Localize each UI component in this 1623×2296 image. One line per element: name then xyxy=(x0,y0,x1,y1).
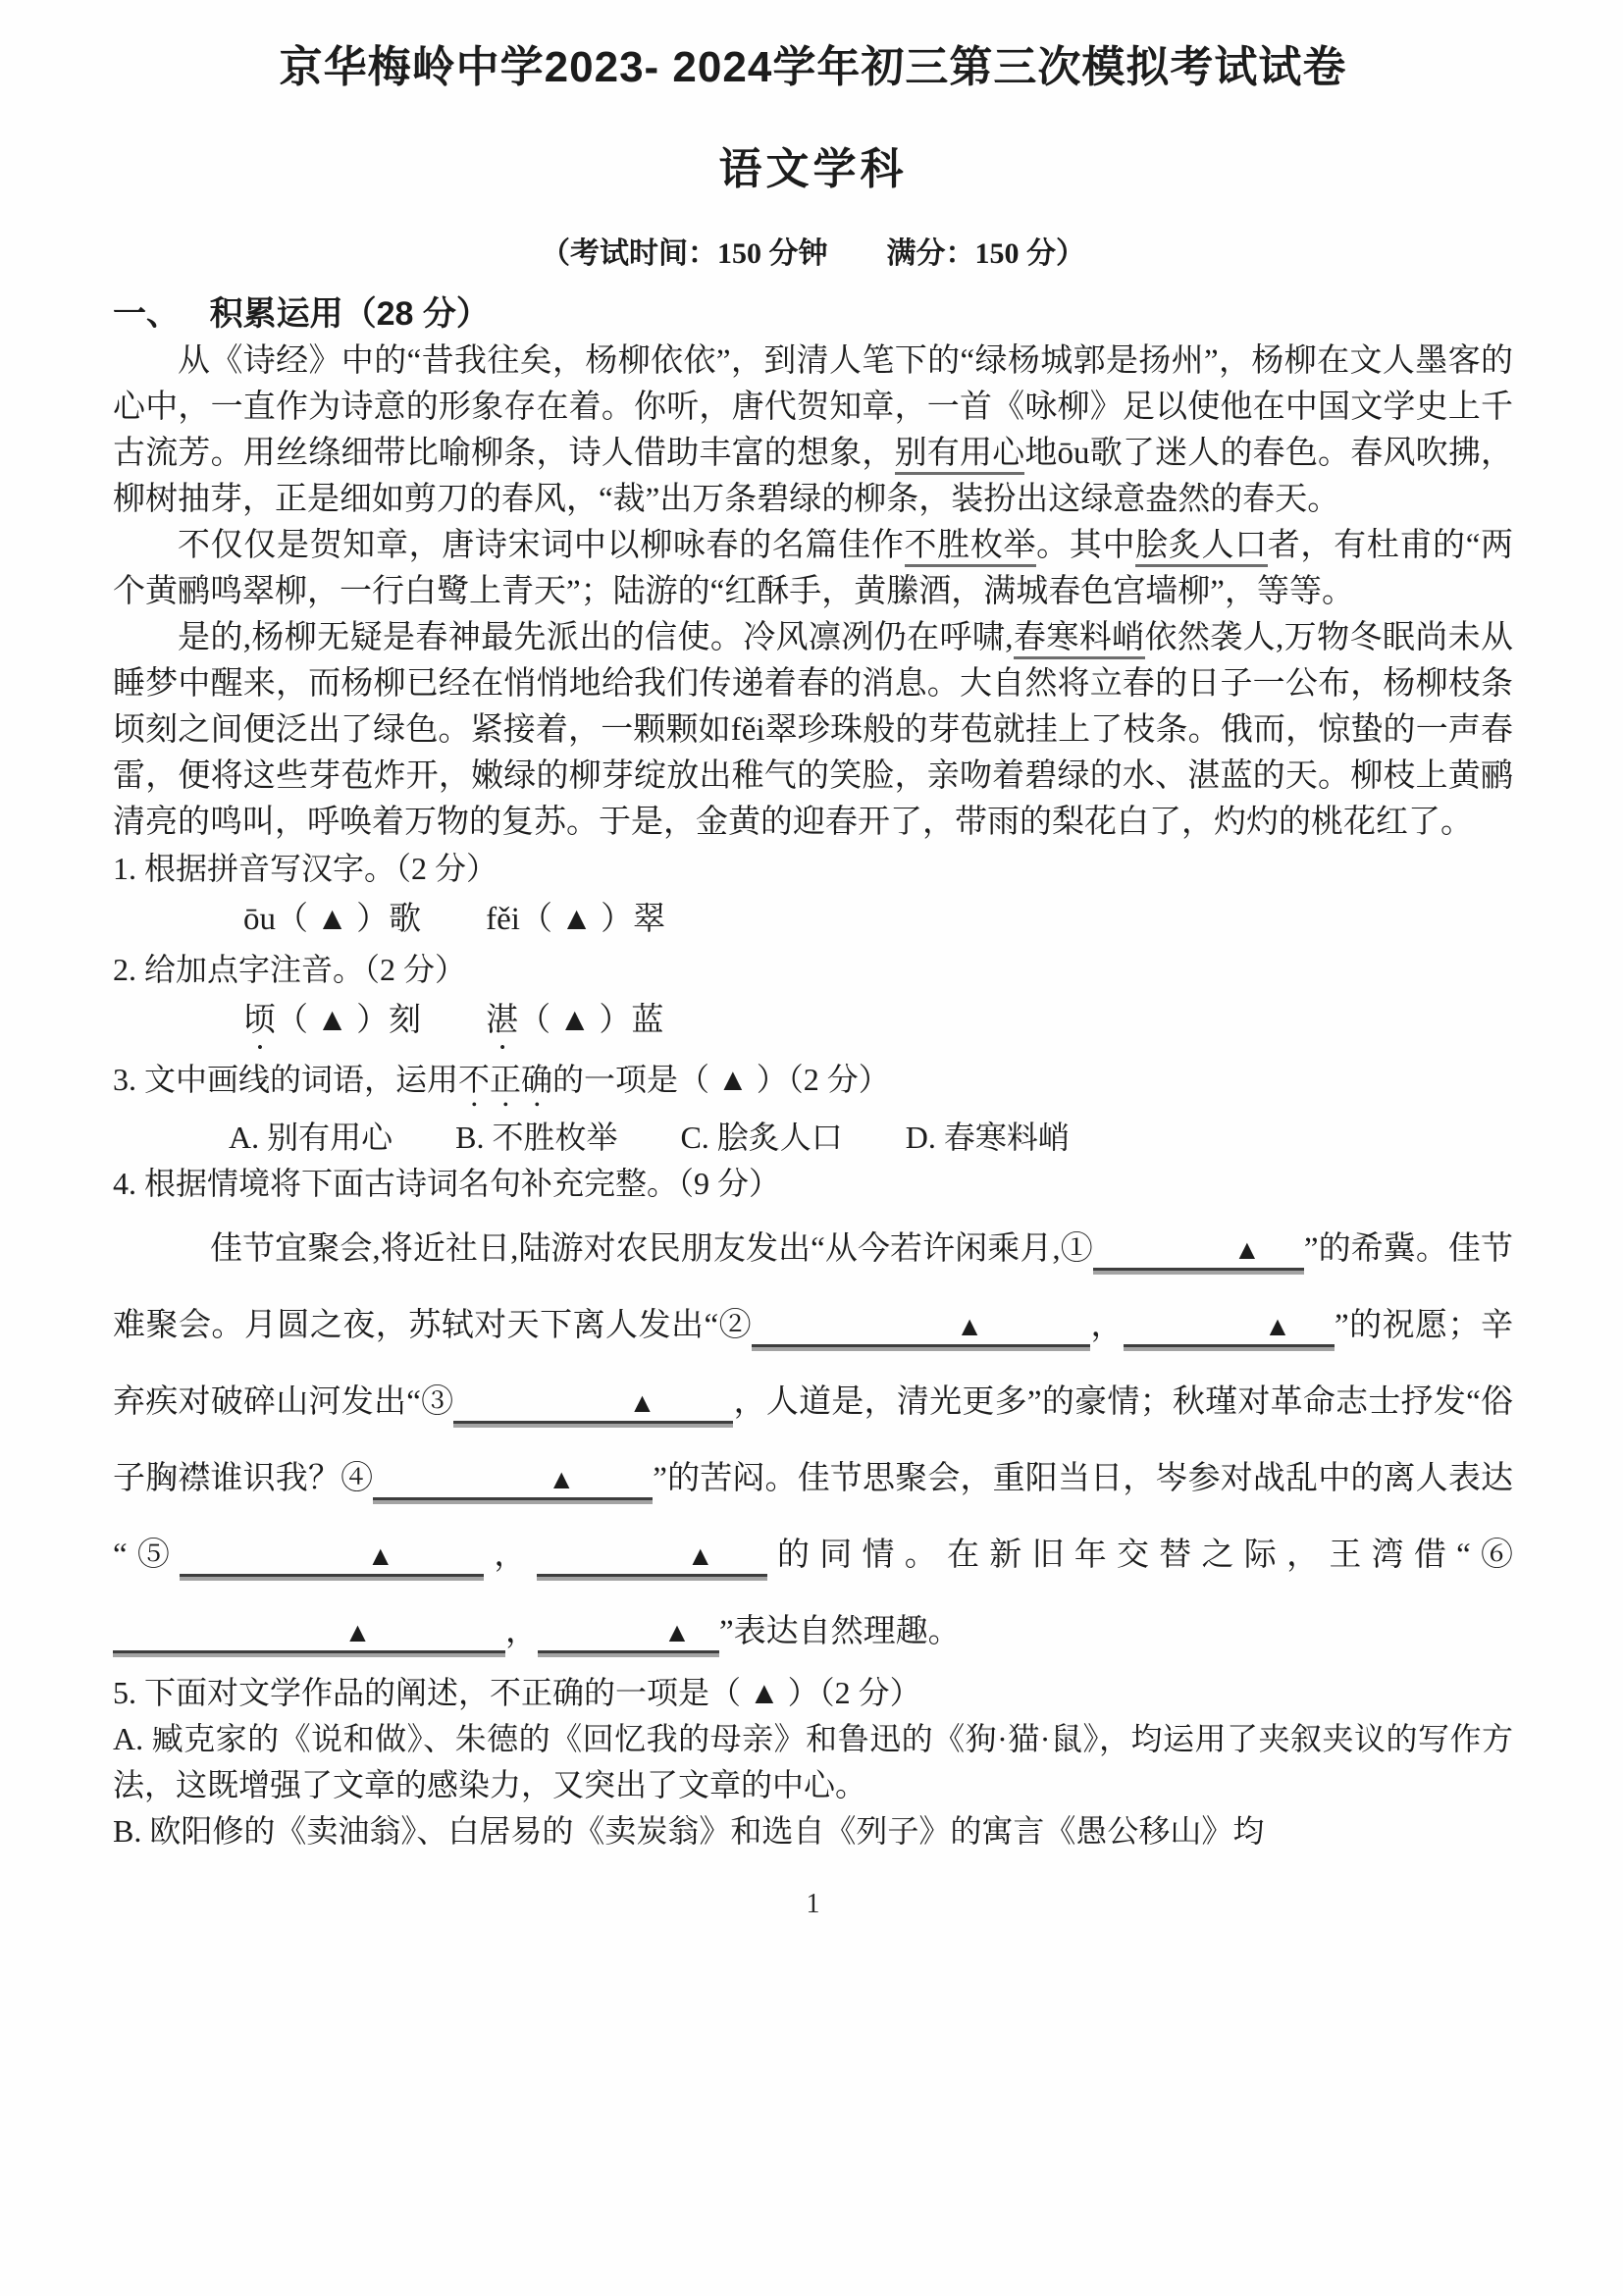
answer-blank[interactable]: ▲ xyxy=(538,1619,719,1653)
answer-blank[interactable]: ▲ xyxy=(453,1389,733,1424)
passage-paragraph-1 xyxy=(113,339,1513,523)
text-segment: 地ōu歌了迷人的春色。春风吹拂，柳树抽芽，正是细如剪刀的春风，“裁”出万条碧绿的柳条，装扮出这绿意盎然的春天。 xyxy=(113,436,1514,517)
text-segment: 者，有杜甫的“两个黄鹂鸣翠柳，一行白鹭上青天”；陆游的“红酥手，黄縢酒，满城春色宫墙柳”，等等。 xyxy=(113,528,1514,609)
page-number: 1 xyxy=(806,1889,820,1919)
exam-info: （考试时间：150 分钟 满分：150 分） xyxy=(541,237,1085,270)
passage xyxy=(113,339,1513,846)
underlined-term: 春寒料峭 xyxy=(1014,620,1145,659)
question-4 xyxy=(113,1161,1513,1670)
text-segment: ”的苦闷。佳节思聚会，重阳当日，岑参对战乱中的离人表达“⑤ xyxy=(113,1461,1513,1573)
answer-blank[interactable]: ▲ xyxy=(1093,1236,1304,1271)
text-segment: 是的,杨柳无疑是春神最先派出的信使。冷风凛冽仍在呼啸, xyxy=(178,620,1014,655)
question-4-body xyxy=(113,1211,1513,1670)
emphasized-term: 不正确 xyxy=(458,1062,553,1097)
text-segment: 的一项是（ ▲ ）（2 分） xyxy=(552,1062,890,1097)
underlined-term: 脍炙人口 xyxy=(1135,528,1268,567)
question-3-options: A. 别有用心 B. 不胜枚举 C. 脍炙人口 D. 春寒料峭 xyxy=(229,1120,1070,1155)
question-2 xyxy=(113,947,1513,1057)
question-2-number: 2. xyxy=(113,952,136,987)
text-segment: ， xyxy=(1090,1308,1124,1343)
text-segment: 。其中 xyxy=(1036,528,1136,563)
underlined-term: 不胜枚举 xyxy=(905,528,1037,567)
text-segment: ，人道是，清光更多”的豪情；秋瑾对革命志士抒发“俗子胸襟谁识我？④ xyxy=(113,1384,1513,1496)
text-segment: ”表达自然理趣。 xyxy=(719,1614,961,1649)
question-2-stem: 2. 给加点字注音。（2 分） xyxy=(113,952,467,987)
answer-blank[interactable]: ▲ xyxy=(113,1619,505,1653)
text-segment: 文中画线的词语，运用 xyxy=(144,1062,459,1097)
answer-blank[interactable]: ▲ xyxy=(180,1542,484,1577)
question-4-number: 4. xyxy=(113,1166,136,1201)
question-2-answer-line xyxy=(243,993,1513,1057)
text-segment: （ ▲ ）蓝 xyxy=(518,1003,664,1038)
passage-paragraph-2 xyxy=(113,523,1513,615)
question-1 xyxy=(113,846,1513,947)
text-segment: 依然袭人,万物冬眠尚未从睡梦中醒来，而杨柳已经在悄悄地给我们传递着春的消息。大自然将立春的日子一公布，杨柳枝条顷刻之间便泛出了绿色。紧接着，一颗颗如fěi翠珍珠般的芽苞就挂上了枝条。俄而，惊蛰的一声春雷，便将这些芽苞炸开，嫩绿的柳芽绽放出稚气的笑脸，亲吻着碧绿的水、湛蓝的天。柳枝上黄鹂清亮的鸣叫，呼唤着万物的复苏。于是，金黄的迎春开了，带雨的梨花白了，灼灼的桃花红了。 xyxy=(113,620,1514,840)
answer-blank[interactable]: ▲ xyxy=(373,1466,653,1500)
question-4-stem: 4. 根据情境将下面古诗词名句补充完整。（9 分） xyxy=(113,1166,781,1201)
answer-blank[interactable]: ▲ xyxy=(752,1313,1090,1347)
emphasized-term: 顷 xyxy=(243,1003,276,1038)
section-title: 积累运用（28 分） xyxy=(209,295,490,333)
text-segment: 的同情。在新旧年交替之际，王湾借“⑥ xyxy=(766,1538,1514,1573)
passage-paragraph-3 xyxy=(113,615,1513,846)
text-segment: 佳节宜聚会,将近社日,陆游对农民朋友发出“从今若许闲乘月,① xyxy=(210,1231,1093,1267)
question-3-stem xyxy=(113,1057,1513,1114)
page-title: 京华梅岭中学2023- 2024学年初三第三次模拟考试试卷 xyxy=(279,43,1347,91)
answer-blank[interactable]: ▲ xyxy=(1124,1313,1335,1347)
section-heading xyxy=(113,290,1513,339)
text-segment: ， xyxy=(505,1614,538,1649)
text-segment: ōu（ ▲ ）歌 fěi（ ▲ ）翠 xyxy=(243,902,666,937)
question-5-stem: 5. 下面对文学作品的阐述，不正确的一项是（ ▲ ）（2 分） xyxy=(113,1675,921,1710)
question-5-option-b: B. 欧阳修的《卖油翁》、白居易的《卖炭翁》和选自《列子》的寓言《愚公移山》均 xyxy=(113,1813,1265,1849)
question-3-number: 3. xyxy=(113,1062,136,1097)
section-number: 一、 xyxy=(113,295,180,333)
question-3 xyxy=(113,1057,1513,1161)
question-1-answer-line xyxy=(243,892,1513,947)
text-segment: 从《诗经》中的“昔我往矣，杨柳依依”，到清人笔下的“绿杨城郭是扬州”，杨柳在文人墨客的心中，一直作为诗意的形象存在着。你听，唐代贺知章，一首《咏柳》足以使他在中国文学史上千古流芳。用丝绦细带比喻柳条，诗人借助丰富的想象， xyxy=(113,343,1513,471)
underlined-term: 别有用心 xyxy=(895,436,1025,475)
text-segment: ， xyxy=(484,1538,537,1573)
question-1-number: 1. xyxy=(113,851,136,886)
question-1-stem: 1. 根据拼音写汉字。（2 分） xyxy=(113,851,498,886)
subject-title: 语文学科 xyxy=(718,145,908,193)
answer-blank[interactable]: ▲ xyxy=(537,1542,767,1577)
question-5-number: 5. xyxy=(113,1675,136,1710)
text-segment: 不仅仅是贺知章，唐诗宋词中以柳咏春的名篇佳作 xyxy=(178,528,905,563)
emphasized-term: 湛 xyxy=(486,1003,519,1038)
text-segment: ”的希冀。佳节难聚会。月圆之夜，苏轼对天下离人发出“② xyxy=(113,1231,1513,1343)
question-5 xyxy=(113,1670,1513,1854)
text-segment: ”的祝愿；辛弃疾对破碎山河发出“③ xyxy=(113,1308,1513,1420)
question-5-option-a: A. 臧克家的《说和做》、朱德的《回忆我的母亲》和鲁迅的《狗·猫·鼠》，均运用了夹叙夹议的写作方法，这既增强了文章的感染力，又突出了文章的中心。 xyxy=(113,1721,1513,1802)
text-segment: （ ▲ ）刻 xyxy=(276,1003,487,1038)
